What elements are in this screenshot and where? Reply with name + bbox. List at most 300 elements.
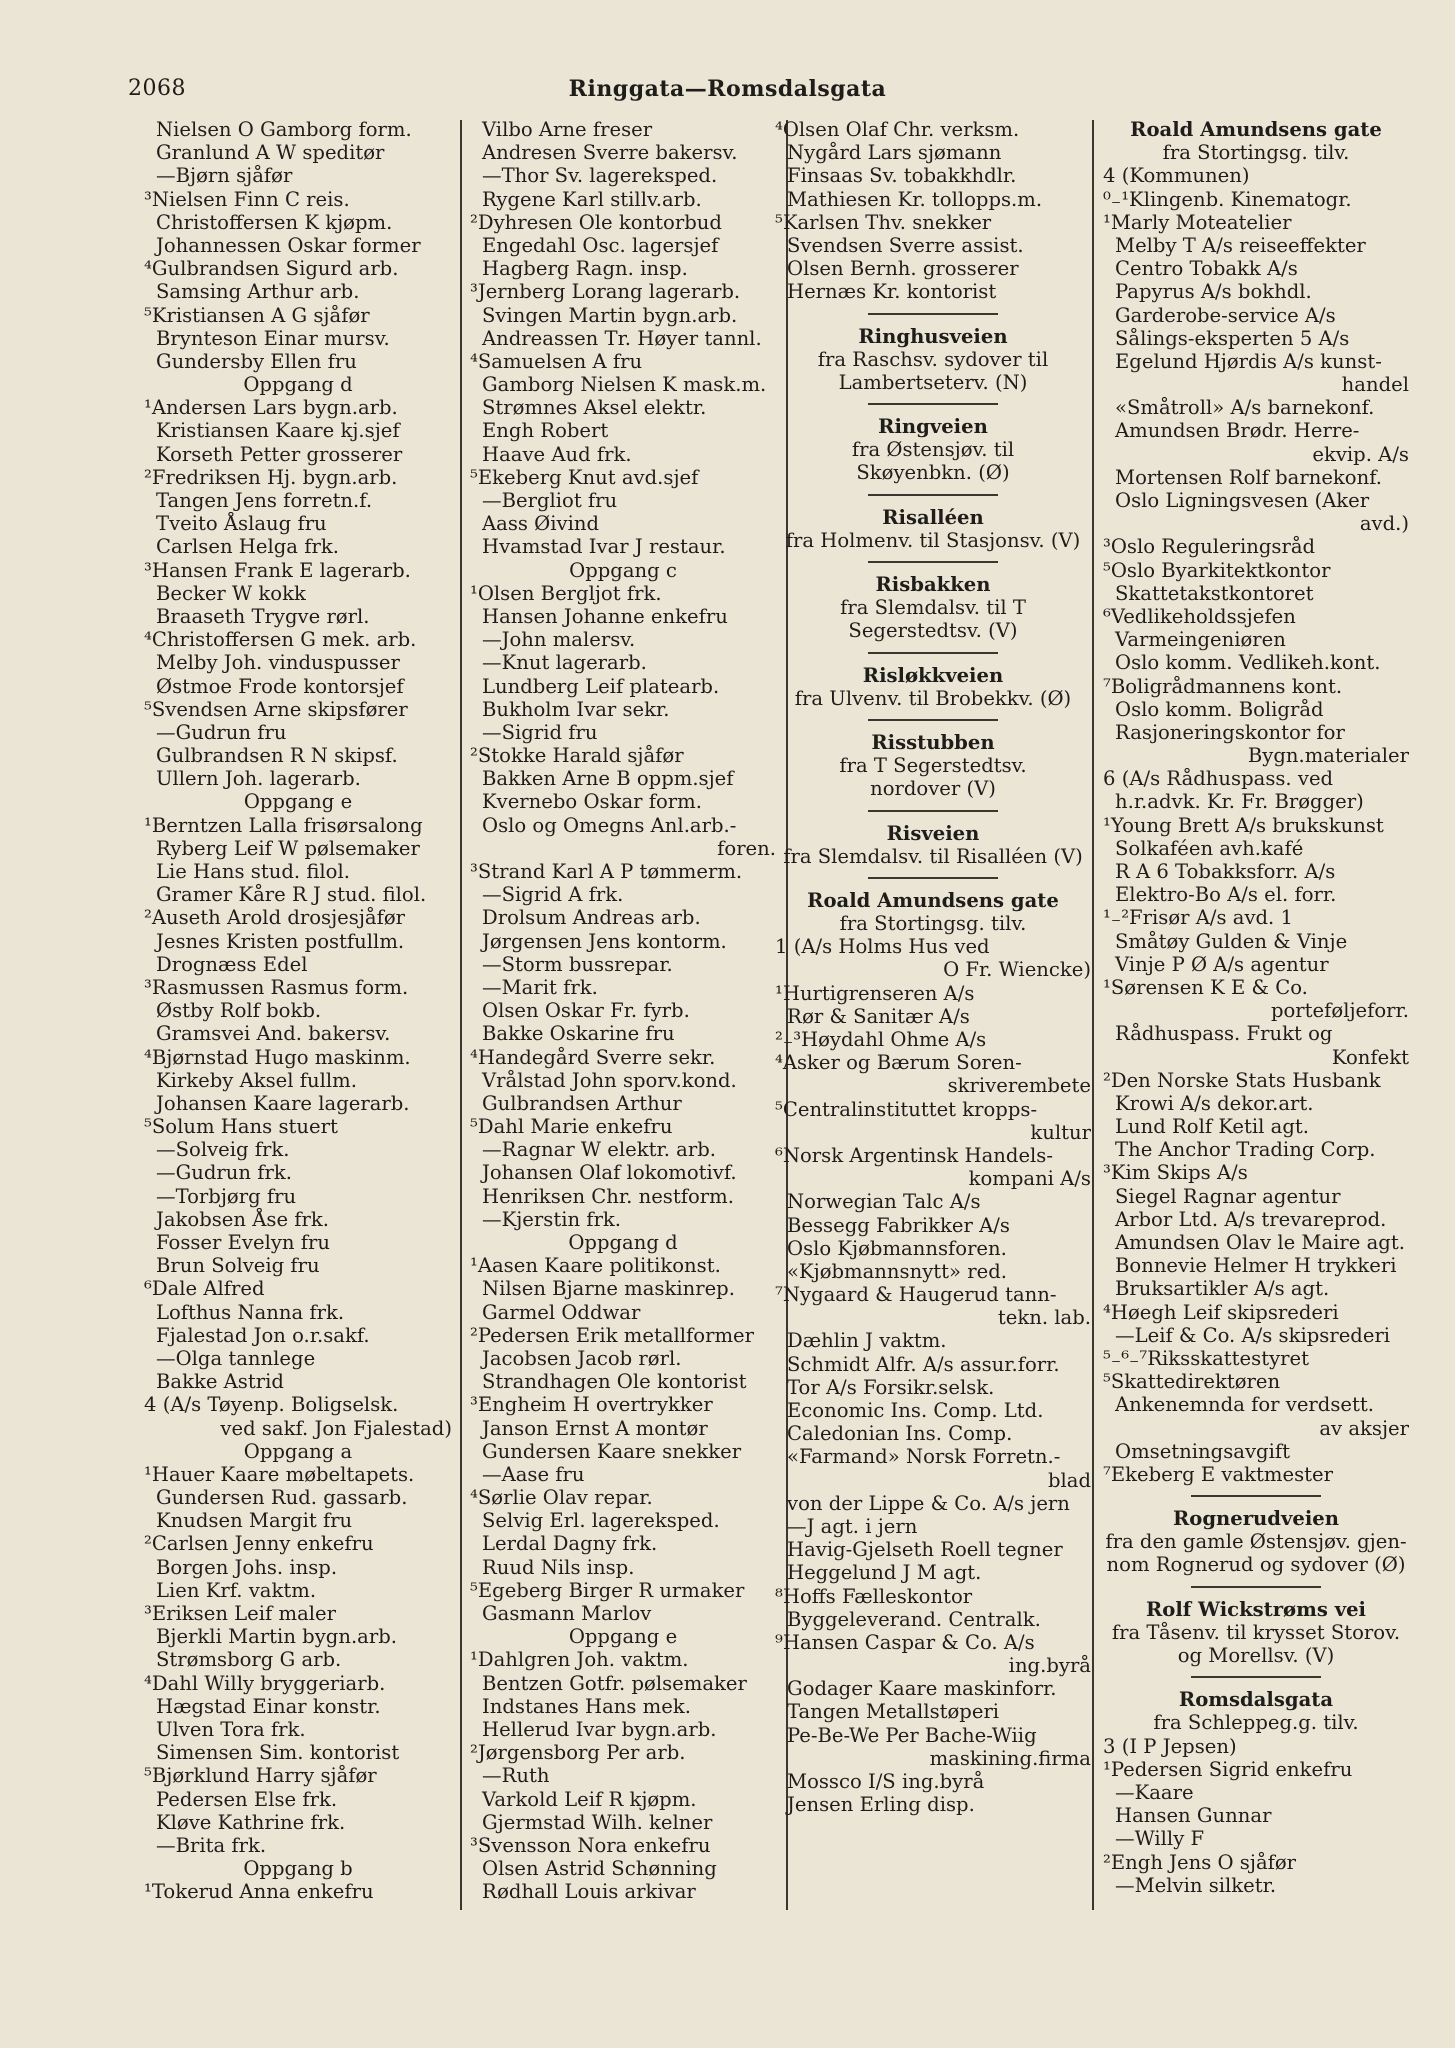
entry-line: Gamborg Nielsen K mask.m. bbox=[482, 373, 767, 397]
entry-line: ⁶Vedlikeholdssjefen bbox=[1103, 604, 1296, 628]
entry-line: Oslo og Omegns Anl.arb.- bbox=[482, 813, 737, 837]
section-line: Oppgang c bbox=[569, 558, 677, 582]
entry-line: ³Jernberg Lorang lagerarb. bbox=[470, 280, 741, 304]
entry-line: Ruud Nils insp. bbox=[482, 1555, 635, 1579]
entry-line: —Kaare bbox=[1115, 1780, 1194, 1804]
entry-line: Haave Aud frk. bbox=[482, 442, 632, 466]
entry-line: Strømsborg G arb. bbox=[156, 1648, 342, 1672]
entry-line: Johannessen Oskar former bbox=[156, 233, 421, 257]
entry-line: ⁵Ekeberg Knut avd.sjef bbox=[470, 465, 699, 489]
section-rule bbox=[868, 494, 998, 496]
entry-line: Papyrus A/s bokhdl. bbox=[1115, 280, 1312, 304]
entry-line: Amundsen Olav le Maire agt. bbox=[1115, 1231, 1405, 1254]
entry-line: —Melvin silketr. bbox=[1115, 1873, 1277, 1897]
entry-line: Gramsvei And. bakersv. bbox=[156, 1022, 391, 1046]
entry-line: Vilbo Arne freser bbox=[482, 118, 653, 141]
entry-line: Vinje P Ø A/s agentur bbox=[1115, 952, 1329, 976]
entry-continuation: kultur bbox=[1030, 1120, 1091, 1144]
entry-line: ⁴Gulbrandsen Sigurd arb. bbox=[144, 257, 399, 281]
section-rule bbox=[1191, 1586, 1321, 1588]
section-line: fra Raschsv. sydover til bbox=[817, 347, 1049, 371]
entry-line: ³Hansen Frank E lagerarb. bbox=[144, 558, 411, 582]
entry-line: Nilsen Bjarne maskinrep. bbox=[482, 1277, 735, 1301]
column-1 bbox=[144, 118, 452, 1903]
entry-line: Bakken Arne B oppm.sjef bbox=[482, 767, 734, 791]
section-line: nordover (V) bbox=[870, 777, 996, 801]
entry-line: 3 (I P Jepsen) bbox=[1103, 1734, 1237, 1758]
entry-line: Norwegian Talc A/s bbox=[787, 1190, 981, 1214]
entry-line: Svingen Martin bygn.arb. bbox=[482, 303, 738, 327]
entry-line: ¹Pedersen Sigrid enkefru bbox=[1103, 1757, 1353, 1781]
entry-line: Bakke Astrid bbox=[156, 1370, 284, 1394]
entry-line: Lerdal Dagny frk. bbox=[482, 1532, 658, 1556]
entry-line: ³Eriksen Leif maler bbox=[144, 1602, 337, 1625]
entry-line: ⁷Ekeberg E vaktmester bbox=[1103, 1462, 1333, 1486]
entry-line: ⁸Hoffs Fælleskontor bbox=[775, 1584, 973, 1608]
entry-line: ³Kim Skips A/s bbox=[1103, 1161, 1248, 1185]
entry-line: ¹Andersen Lars bygn.arb. bbox=[144, 396, 398, 420]
entry-continuation: maskining.firma bbox=[929, 1746, 1091, 1770]
entry-line: Henriksen Chr. nestform. bbox=[482, 1184, 734, 1208]
entry-line: ⁷Nygaard & Haugerud tann- bbox=[775, 1283, 1057, 1307]
entry-line: Godager Kaare maskinforr. bbox=[787, 1677, 1057, 1701]
entry-line: —Sigrid A frk. bbox=[482, 883, 624, 907]
entry-line: —Aase fru bbox=[482, 1462, 585, 1486]
entry-line: Mathiesen Kr. tollopps.m. bbox=[787, 187, 1043, 211]
entry-line: Heggelund J M agt. bbox=[787, 1561, 982, 1585]
entry-line: —Bergliot fru bbox=[482, 489, 618, 512]
running-title: Ringgata—Romsdalsgata bbox=[568, 76, 887, 102]
entry-line: Bentzen Gotfr. pølsemaker bbox=[482, 1671, 747, 1695]
section-rule bbox=[1191, 1676, 1321, 1678]
entry-line: Olsen Oskar Fr. fyrb. bbox=[482, 999, 690, 1023]
entry-line: Simensen Sim. kontorist bbox=[156, 1741, 400, 1765]
entry-line: Ullern Joh. lagerarb. bbox=[156, 767, 361, 791]
entry-continuation: skriverembete bbox=[947, 1074, 1091, 1098]
entry-line: Hagberg Ragn. insp. bbox=[482, 257, 688, 281]
entry-line: ⁵Kristiansen A G sjåfør bbox=[144, 303, 370, 327]
entry-line: Centro Tobakk A/s bbox=[1115, 257, 1298, 281]
section-line: Oppgang b bbox=[243, 1857, 353, 1881]
entry-line: Siegel Ragnar agentur bbox=[1115, 1184, 1341, 1208]
entry-line: Garmel Oddwar bbox=[482, 1300, 641, 1324]
entry-line: Oslo komm. Vedlikeh.kont. bbox=[1115, 651, 1381, 675]
entry-line: Kvernebo Oskar form. bbox=[482, 790, 702, 814]
entry-line: Amundsen Brødr. Herre- bbox=[1115, 419, 1360, 443]
entry-continuation: av aksjer bbox=[1319, 1416, 1409, 1440]
entry-line: ³Engheim H overtrykker bbox=[470, 1393, 713, 1417]
entry-line: Nielsen O Gamborg form. bbox=[156, 118, 412, 141]
entry-line: Svendsen Sverre assist. bbox=[787, 233, 1024, 257]
entry-line: Egelund Hjørdis A/s kunst- bbox=[1115, 349, 1382, 373]
entry-line: Gulbrandsen Arthur bbox=[482, 1091, 682, 1115]
entry-continuation: kompani A/s bbox=[968, 1167, 1091, 1191]
entry-line: —Willy F bbox=[1115, 1827, 1205, 1851]
entry-line: Lundberg Leif platearb. bbox=[482, 674, 720, 698]
entry-line: ⁹Hansen Caspar & Co. A/s bbox=[775, 1630, 1035, 1654]
entry-line: Becker W kokk bbox=[156, 581, 306, 605]
entry-continuation: O Fr. Wiencke) bbox=[943, 958, 1091, 982]
entry-line: —Kjerstin frk. bbox=[482, 1207, 622, 1231]
entry-line: ¹Hurtigrenseren A/s bbox=[775, 981, 975, 1005]
entry-line: Hansen Johanne enkefru bbox=[482, 604, 728, 628]
entry-line: «Kjøbmannsnytt» red. bbox=[787, 1259, 1007, 1283]
entry-line: Johansen Olaf lokomotivf. bbox=[482, 1161, 737, 1185]
entry-line: Oslo Ligningsvesen (Aker bbox=[1115, 489, 1370, 512]
entry-line: Selvig Erl. lagereksped. bbox=[482, 1509, 720, 1533]
entry-line: —Bjørn sjåfør bbox=[156, 164, 293, 188]
entry-line: Engh Robert bbox=[482, 419, 609, 443]
entry-line: Jacobsen Jacob rørl. bbox=[482, 1346, 682, 1370]
entry-line: Pe-Be-We Per Bache-Wiig bbox=[787, 1723, 1037, 1747]
entry-line: ⁰₋¹Klingenb. Kinematogr. bbox=[1103, 187, 1352, 211]
entry-line: Indstanes Hans mek. bbox=[482, 1694, 691, 1718]
entry-line: ⁵Svendsen Arne skipsfører bbox=[144, 697, 408, 721]
section-line: og Morellsv. (V) bbox=[1177, 1644, 1335, 1667]
entry-continuation: handel bbox=[1341, 373, 1409, 397]
entry-line: Strømnes Aksel elektr. bbox=[482, 396, 707, 420]
column-divider bbox=[1092, 120, 1094, 1910]
entry-line: ⁴Sørlie Olav repar. bbox=[470, 1486, 653, 1510]
entry-line: ⁴Bjørnstad Hugo maskinm. bbox=[144, 1045, 411, 1069]
entry-line: Melby Joh. vinduspusser bbox=[156, 651, 400, 675]
street-heading: Risstubben bbox=[871, 730, 995, 754]
section-rule bbox=[868, 810, 998, 812]
entry-line: Pedersen Else frk. bbox=[156, 1787, 338, 1811]
entry-line: ¹Marly Moteatelier bbox=[1103, 210, 1292, 234]
entry-line: Garderobe-service A/s bbox=[1115, 303, 1336, 327]
entry-line: Drognæss Edel bbox=[156, 952, 308, 976]
section-line: fra T Segerstedtsv. bbox=[839, 754, 1027, 778]
entry-line: Samsing Arthur arb. bbox=[156, 280, 360, 304]
entry-line: Lund Rolf Ketil agt. bbox=[1115, 1115, 1309, 1139]
entry-line: Gundersby Ellen fru bbox=[156, 349, 357, 373]
entry-continuation: Bygn.materialer bbox=[1247, 744, 1409, 768]
entry-line: Jensen Erling disp. bbox=[787, 1793, 975, 1817]
entry-line: von der Lippe & Co. A/s jern bbox=[787, 1491, 1070, 1515]
entry-line: Lofthus Nanna frk. bbox=[156, 1300, 345, 1324]
section-line: fra Stortingsg. tilv. bbox=[839, 912, 1027, 936]
entry-line: Aass Øivind bbox=[482, 512, 599, 536]
entry-line: ³Strand Karl A P tømmerm. bbox=[470, 860, 743, 883]
entry-line: Gjermstad Wilh. kelner bbox=[482, 1810, 713, 1834]
entry-line: Strandhagen Ole kontorist bbox=[482, 1370, 747, 1394]
entry-line: Hernæs Kr. kontorist bbox=[787, 280, 997, 304]
entry-line: ³Oslo Reguleringsråd bbox=[1103, 535, 1316, 559]
entry-continuation: foren. bbox=[717, 836, 776, 860]
entry-line: ¹Young Brett A/s brukskunst bbox=[1103, 813, 1384, 837]
entry-line: ⁴Handegård Sverre sekr. bbox=[470, 1045, 716, 1069]
entry-line: ⁵Dahl Marie enkefru bbox=[470, 1115, 673, 1139]
entry-line: Gundersen Rud. gassarb. bbox=[156, 1486, 408, 1510]
entry-line: ²Stokke Harald sjåfør bbox=[470, 744, 684, 768]
section-line: Oppgang d bbox=[568, 1231, 678, 1254]
entry-line: ²Engh Jens O sjåfør bbox=[1103, 1850, 1297, 1874]
entry-continuation: ekvip. A/s bbox=[1312, 442, 1409, 466]
entry-line: Østmoe Frode kontorsjef bbox=[156, 674, 404, 698]
entry-line: ⁴Høegh Leif skipsrederi bbox=[1103, 1300, 1339, 1324]
entry-continuation: avd.) bbox=[1359, 512, 1409, 536]
entry-line: Jesnes Kristen postfullm. bbox=[156, 929, 405, 953]
entry-line: Ankenemnda for verdsett. bbox=[1115, 1393, 1374, 1417]
entry-continuation: porteføljeforr. bbox=[1270, 999, 1409, 1023]
entry-line: ²Den Norske Stats Husbank bbox=[1103, 1068, 1381, 1092]
entry-line: Andreassen Tr. Høyer tannl. bbox=[482, 326, 762, 350]
entry-line: —Thor Sv. lagereksped. bbox=[482, 164, 718, 188]
entry-line: Olsen Bernh. grosserer bbox=[787, 257, 1019, 281]
entry-line: —Sigrid fru bbox=[482, 720, 598, 744]
entry-line: ¹₋²Frisør A/s avd. 1 bbox=[1103, 906, 1293, 930]
entry-line: ⁵₋⁶₋⁷Riksskattestyret bbox=[1103, 1346, 1309, 1370]
entry-line: Rødhall Louis arkivar bbox=[482, 1880, 696, 1904]
entry-line: Kristiansen Kaare kj.sjef bbox=[156, 419, 400, 443]
entry-line: Småtøy Gulden & Vinje bbox=[1115, 929, 1348, 953]
entry-line: ⁵Karlsen Thv. snekker bbox=[775, 210, 992, 234]
entry-line: ³Nielsen Finn C reis. bbox=[144, 187, 350, 211]
section-rule bbox=[868, 719, 998, 721]
entry-line: ²Dyhresen Ole kontorbud bbox=[470, 210, 722, 234]
entry-line: Kirkeby Aksel fullm. bbox=[156, 1068, 357, 1092]
entry-line: Tveito Åslaug fru bbox=[156, 512, 327, 536]
entry-line: ⁵Centralinstituttet kropps- bbox=[775, 1097, 1038, 1121]
entry-line: —Brita frk. bbox=[156, 1833, 267, 1857]
entry-line: Gramer Kåre R J stud. filol. bbox=[156, 883, 427, 907]
entry-line: ⁶Norsk Argentinsk Handels- bbox=[775, 1143, 1053, 1167]
entry-line: ¹Dahlgren Joh. vaktm. bbox=[470, 1648, 689, 1672]
entry-line: Rasjoneringskontor for bbox=[1115, 720, 1345, 744]
entry-line: Finsaas Sv. tobakkhdlr. bbox=[787, 164, 1017, 188]
entry-line: Fosser Evelyn fru bbox=[156, 1231, 331, 1254]
entry-line: Bonnevie Helmer H trykkeri bbox=[1115, 1254, 1397, 1278]
entry-line: Borgen Johs. insp. bbox=[156, 1555, 338, 1579]
entry-line: ³Rasmussen Rasmus form. bbox=[144, 975, 409, 999]
section-line: Skøyenbkn. (Ø) bbox=[856, 461, 1010, 485]
entry-line: Lie Hans stud. filol. bbox=[156, 860, 350, 883]
entry-line: Hægstad Einar konstr. bbox=[156, 1694, 381, 1718]
street-heading: Risveien bbox=[886, 821, 980, 845]
entry-line: ²Pedersen Erik metallformer bbox=[470, 1323, 755, 1347]
entry-line: Byggeleverand. Centralk. bbox=[787, 1607, 1041, 1631]
entry-line: ³Svensson Nora enkefru bbox=[470, 1833, 711, 1857]
section-line: fra Slemdalsv. til Risalléen (V) bbox=[783, 844, 1083, 868]
entry-line: ²Fredriksen Hj. bygn.arb. bbox=[144, 465, 398, 489]
entry-line: Brynteson Einar mursv. bbox=[156, 326, 390, 350]
entry-line: «Småtroll» A/s barnekonf. bbox=[1115, 396, 1375, 420]
entry-line: Engedahl Osc. lagersjef bbox=[482, 233, 719, 257]
entry-line: ⁵Oslo Byarkitektkontor bbox=[1103, 558, 1331, 582]
entry-line: Carlsen Helga frk. bbox=[156, 535, 339, 559]
entry-line: R A 6 Tobakksforr. A/s bbox=[1115, 860, 1336, 883]
entry-line: Tangen Jens forretn.f. bbox=[156, 489, 373, 512]
street-heading: Ringhusveien bbox=[858, 324, 1008, 348]
entry-line: Fjalestad Jon o.r.sakf. bbox=[156, 1323, 370, 1347]
entry-line: Østby Rolf bokb. bbox=[156, 999, 322, 1023]
entry-line: Oslo komm. Boligråd bbox=[1115, 697, 1324, 721]
entry-line: Andresen Sverre bakersv. bbox=[482, 141, 738, 165]
entry-continuation: blad bbox=[1047, 1468, 1091, 1492]
entry-line: 4 (Kommunen) bbox=[1103, 164, 1250, 188]
entry-line: Brun Solveig fru bbox=[156, 1254, 320, 1278]
entry-line: Mortensen Rolf barnekonf. bbox=[1115, 465, 1382, 489]
entry-line: ¹Sørensen K E & Co. bbox=[1103, 975, 1308, 999]
entry-line: Braaseth Trygve rørl. bbox=[156, 604, 370, 628]
entry-line: Rør & Sanitær A/s bbox=[787, 1004, 970, 1028]
entry-line: Havig-Gjelseth Roell tegner bbox=[787, 1538, 1063, 1562]
column-divider bbox=[460, 120, 462, 1910]
entry-line: Varkold Leif R kjøpm. bbox=[482, 1787, 697, 1811]
entry-line: Oslo Kjøbmannsforen. bbox=[787, 1236, 1007, 1260]
entry-line: 1 (A/s Holms Hus ved bbox=[775, 935, 990, 959]
section-line: fra Tåsenv. til krysset Storov. bbox=[1111, 1620, 1401, 1644]
entry-line: ⁴Christoffersen G mek. arb. bbox=[144, 628, 417, 652]
entry-line: Omsetningsavgift bbox=[1115, 1439, 1290, 1463]
entry-line: ²Auseth Arold drosjesjåfør bbox=[144, 906, 406, 930]
entry-line: Krowi A/s dekor.art. bbox=[1115, 1091, 1314, 1115]
section-rule bbox=[868, 313, 998, 315]
street-heading: Risalléen bbox=[882, 505, 984, 529]
entry-line: Johansen Kaare lagerarb. bbox=[156, 1091, 410, 1115]
entry-line: Rådhuspass. Frukt og bbox=[1115, 1022, 1333, 1046]
entry-line: —Marit frk. bbox=[482, 975, 598, 999]
entry-line: Knudsen Margit fru bbox=[156, 1509, 353, 1533]
entry-continuation: tekn. lab. bbox=[997, 1306, 1091, 1330]
section-line: fra Slemdalsv. til T bbox=[840, 596, 1026, 620]
entry-line: Hansen Gunnar bbox=[1115, 1804, 1272, 1828]
entry-line: —Storm bussrepar. bbox=[482, 952, 673, 976]
entry-line: Hvamstad Ivar J restaur. bbox=[482, 535, 726, 559]
entry-line: Korseth Petter grosserer bbox=[156, 442, 403, 466]
entry-line: Schmidt Alfr. A/s assur.forr. bbox=[787, 1352, 1060, 1376]
section-line: fra Schleppeg.g. tilv. bbox=[1153, 1711, 1359, 1735]
entry-line: 6 (A/s Rådhuspass. ved bbox=[1103, 767, 1334, 791]
section-line: fra Østensjøv. til bbox=[851, 438, 1015, 462]
entry-line: Lien Krf. vaktm. bbox=[156, 1578, 317, 1602]
entry-line: Granlund A W speditør bbox=[156, 141, 385, 165]
entry-line: Ryberg Leif W pølsemaker bbox=[156, 836, 420, 860]
entry-line: —Gudrun frk. bbox=[156, 1161, 292, 1185]
street-heading: Roald Amundsens gate bbox=[1130, 118, 1382, 141]
section-rule bbox=[868, 652, 998, 654]
entry-line: Nygård Lars sjømann bbox=[787, 141, 1002, 165]
entry-line: ⁷Boligrådmannens kont. bbox=[1103, 674, 1343, 698]
entry-line: ⁴Asker og Bærum Soren- bbox=[775, 1051, 1022, 1075]
street-heading: Ringveien bbox=[878, 415, 988, 439]
entry-line: Bessegg Fabrikker A/s bbox=[787, 1213, 1010, 1237]
section-line: Oppgang d bbox=[243, 373, 353, 397]
entry-line: Elektro-Bo A/s el. forr. bbox=[1115, 883, 1337, 907]
entry-line: ¹Berntzen Lalla frisørsalong bbox=[144, 813, 423, 837]
section-rule bbox=[868, 561, 998, 563]
entry-line: Ulven Tora frk. bbox=[156, 1717, 306, 1741]
entry-line: Rygene Karl stillv.arb. bbox=[482, 187, 702, 211]
entry-line: Kløve Kathrine frk. bbox=[156, 1810, 346, 1834]
entry-line: —Olga tannlege bbox=[156, 1346, 316, 1370]
section-line: Segerstedtsv. (V) bbox=[848, 619, 1018, 643]
section-line: Lambertseterv. (N) bbox=[838, 370, 1028, 394]
entry-line: —Solveig frk. bbox=[156, 1138, 290, 1162]
entry-continuation: ved sakf. Jon Fjalestad) bbox=[220, 1416, 452, 1440]
entry-line: «Farmand» Norsk Forretn.- bbox=[787, 1445, 1061, 1469]
entry-line: Bukholm Ivar sekr. bbox=[482, 697, 670, 721]
entry-line: The Anchor Trading Corp. bbox=[1115, 1138, 1376, 1162]
entry-line: ⁴Olsen Olaf Chr. verksm. bbox=[775, 118, 1020, 141]
street-heading: Risbakken bbox=[875, 573, 991, 596]
entry-line: —John malersv. bbox=[482, 628, 636, 652]
entry-line: Gasmann Marlov bbox=[482, 1602, 652, 1625]
street-heading: Rognerudveien bbox=[1172, 1507, 1340, 1531]
entry-line: Dæhlin J vaktm. bbox=[787, 1329, 947, 1353]
entry-line: —Ragnar W elektr. arb. bbox=[482, 1138, 716, 1162]
entry-line: h.r.advk. Kr. Fr. Brøgger) bbox=[1115, 790, 1364, 814]
entry-line: ⁵Solum Hans stuert bbox=[144, 1115, 338, 1139]
column-2 bbox=[470, 118, 776, 1903]
column-4 bbox=[1103, 118, 1409, 1897]
entry-line: —J agt. i jern bbox=[787, 1514, 918, 1538]
street-heading: Romsdalsgata bbox=[1178, 1688, 1334, 1712]
entry-line: ⁴Samuelsen A fru bbox=[470, 349, 643, 373]
entry-line: ¹Aasen Kaare politikonst. bbox=[470, 1254, 721, 1278]
entry-line: Jørgensen Jens kontorm. bbox=[482, 929, 727, 953]
entry-line: Skattetakstkontoret bbox=[1115, 581, 1314, 605]
entry-line: ⁵Bjørklund Harry sjåfør bbox=[144, 1764, 377, 1788]
entry-line: ¹Olsen Bergljot frk. bbox=[470, 581, 662, 605]
entry-line: Tor A/s Forsikr.selsk. bbox=[787, 1375, 995, 1399]
entry-line: Gulbrandsen R N skipsf. bbox=[156, 744, 398, 768]
street-heading: Rolf Wickstrøms vei bbox=[1145, 1597, 1366, 1621]
section-line: fra Ulvenv. til Brobekkv. (Ø) bbox=[794, 686, 1072, 710]
entry-line: ⁵Skattedirektøren bbox=[1103, 1370, 1281, 1394]
section-rule bbox=[868, 877, 998, 879]
entry-line: Janson Ernst A montør bbox=[482, 1416, 708, 1440]
entry-line: Christoffersen K kjøpm. bbox=[156, 210, 393, 234]
entry-line: —Ruth bbox=[482, 1764, 550, 1788]
entry-line: Drolsum Andreas arb. bbox=[482, 906, 701, 930]
entry-line: ²₋³Høydahl Ohme A/s bbox=[775, 1028, 987, 1051]
entry-line: Gundersen Kaare snekker bbox=[482, 1439, 742, 1463]
entry-line: Bjerkli Martin bygn.arb. bbox=[156, 1625, 397, 1649]
entry-line: ¹Tokerud Anna enkefru bbox=[144, 1880, 374, 1904]
entry-line: Melby T A/s reiseeffekter bbox=[1115, 233, 1366, 257]
entry-line: —Gudrun fru bbox=[156, 720, 287, 744]
entry-line: ²Jørgensborg Per arb. bbox=[470, 1741, 686, 1765]
section-line: fra den gamle Østensjøv. gjen- bbox=[1105, 1530, 1407, 1554]
section-line: Oppgang a bbox=[243, 1439, 353, 1463]
section-line: nom Rognerud og sydover (Ø) bbox=[1106, 1553, 1406, 1577]
entry-continuation: Konfekt bbox=[1331, 1045, 1409, 1069]
entry-line: Economic Ins. Comp. Ltd. bbox=[787, 1399, 1044, 1422]
section-line: Oppgang e bbox=[243, 790, 353, 814]
entry-line: Varmeingeniøren bbox=[1115, 628, 1286, 652]
section-rule bbox=[1191, 1495, 1321, 1497]
section-line: fra Holmenv. til Stasjonsv. (V) bbox=[785, 528, 1081, 552]
entry-line: Caledonian Ins. Comp. bbox=[787, 1422, 1013, 1446]
section-line: Oppgang e bbox=[568, 1625, 678, 1649]
entry-line: Jakobsen Åse frk. bbox=[156, 1207, 329, 1231]
entry-line: —Torbjørg fru bbox=[156, 1184, 297, 1208]
entry-line: —Knut lagerarb. bbox=[482, 651, 647, 675]
entry-line: —Leif & Co. A/s skipsrederi bbox=[1115, 1323, 1391, 1347]
entry-line: ²Carlsen Jenny enkefru bbox=[144, 1532, 374, 1556]
entry-line: Sålings-eksperten 5 A/s bbox=[1115, 326, 1350, 350]
entry-line: Solkaféen avh.kafé bbox=[1115, 836, 1304, 860]
entry-line: Bakke Oskarine fru bbox=[482, 1022, 675, 1046]
entry-line: 4 (A/s Tøyenp. Boligselsk. bbox=[144, 1393, 399, 1417]
entry-line: Bruksartikler A/s agt. bbox=[1115, 1277, 1330, 1301]
entry-line: ¹Hauer Kaare møbeltapets. bbox=[144, 1462, 415, 1486]
entry-line: Mossco I/S ing.byrå bbox=[787, 1770, 985, 1793]
section-rule bbox=[868, 403, 998, 405]
entry-line: Olsen Astrid Schønning bbox=[482, 1857, 717, 1881]
